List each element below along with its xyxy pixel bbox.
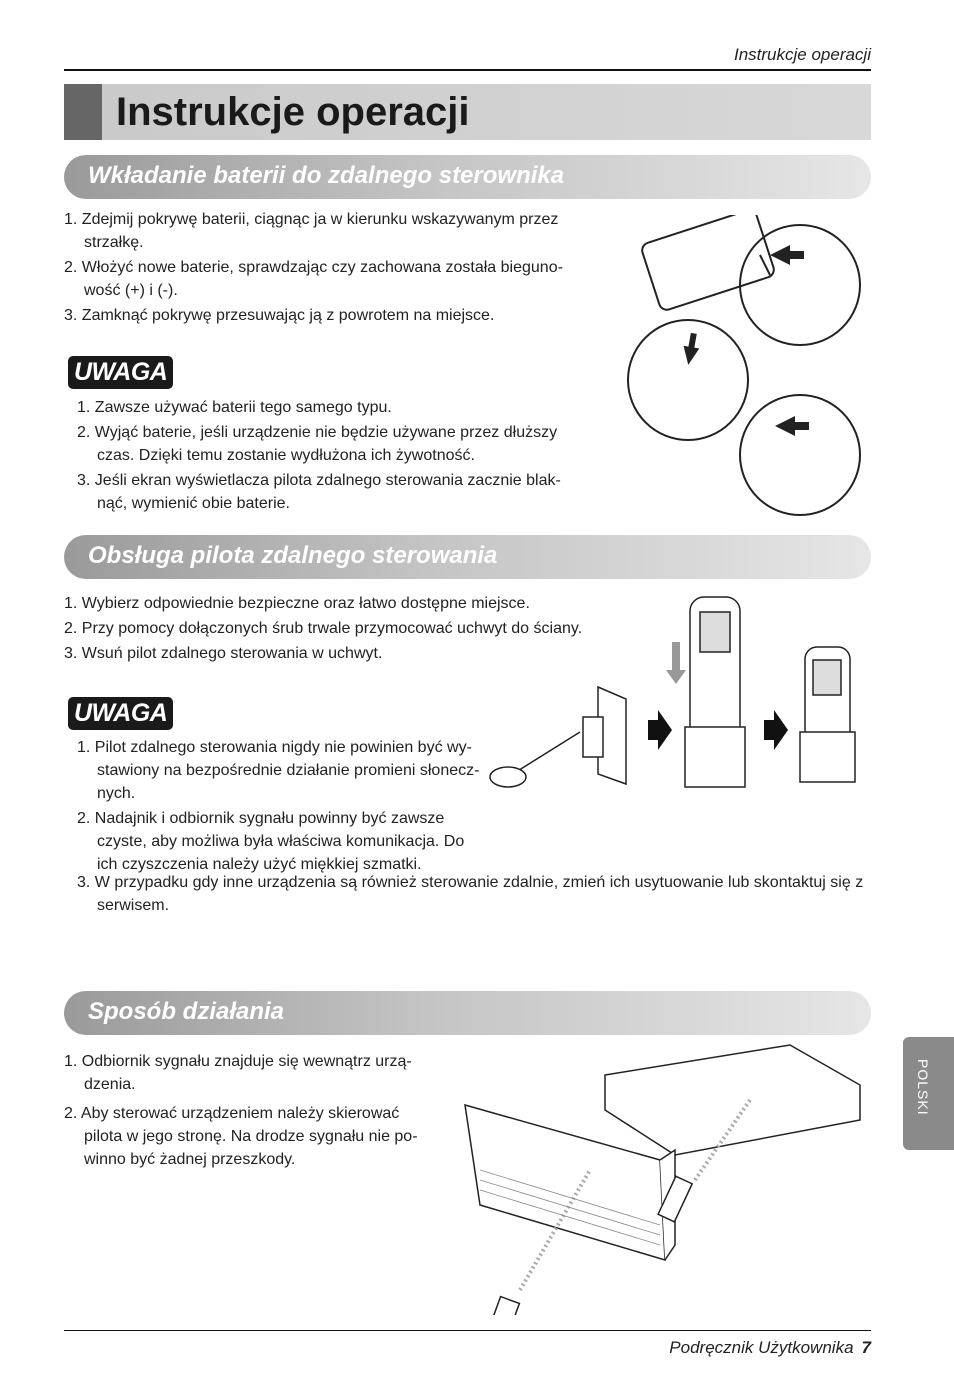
list-item: 2. Włożyć nowe baterie, sprawdzając czy zachowana została bieguno-wość (+) i (-). bbox=[64, 259, 563, 299]
list-item: 1. Zawsze używać baterii tego samego typu. bbox=[77, 399, 392, 416]
warning-badge: UWAGA bbox=[68, 356, 173, 389]
list-item: 3. Wsuń pilot zdalnego sterowania w uchwyt. bbox=[64, 645, 383, 662]
holder-notes bbox=[77, 736, 487, 878]
manual-name: Podręcznik Użytkownika bbox=[669, 1338, 854, 1357]
footer-rule bbox=[64, 1330, 871, 1331]
list-item: 1. Zdejmij pokrywę baterii, ciągnąc ja w kierunku wskazywanym przez strzałkę. bbox=[64, 211, 559, 251]
list-item: 2. Aby sterować urządzeniem należy skierować pilota w jego stronę. Na drodze sygnału nie po-winno być żadnej przeszkody. bbox=[64, 1105, 418, 1168]
battery-steps bbox=[64, 208, 574, 329]
battery-illustration bbox=[620, 215, 865, 525]
list-item: 2. Przy pomocy dołączonych śrub trwale przymocować uchwyt do ściany. bbox=[64, 620, 583, 637]
holder-notes-cont bbox=[77, 871, 877, 919]
warning-badge: UWAGA bbox=[68, 697, 173, 730]
list-item: 2. Wyjąć baterie, jeśli urządzenie nie będzie używane przez dłuższy czas. Dzięki temu zostanie wydłużona ich żywotność. bbox=[77, 424, 558, 464]
battery-notes bbox=[77, 396, 572, 517]
section-header-batteries: Wkładanie baterii do zdalnego sterownika bbox=[64, 155, 871, 199]
list-item: 3. W przypadku gdy inne urządzenia są również sterowanie zdalnie, zmień ich usytuowanie lub skontaktuj się z serwisem. bbox=[77, 874, 864, 914]
section-header-operation: Sposób działania bbox=[64, 991, 871, 1035]
footer bbox=[669, 1338, 871, 1358]
page-title: Instrukcje operacji bbox=[116, 90, 470, 134]
list-item: 1. Odbiornik sygnału znajduje się wewnątrz urzą-dzenia. bbox=[64, 1053, 412, 1093]
language-tab: POLSKI bbox=[903, 1037, 954, 1150]
section-header-remote-usage: Obsługa pilota zdalnego sterowania bbox=[64, 535, 871, 579]
page-title-bar bbox=[64, 84, 871, 140]
list-item: 3. Jeśli ekran wyświetlacza pilota zdalnego sterowania zacznie blak-nąć, wymienić obie baterie. bbox=[77, 472, 561, 512]
remote-holder-illustration bbox=[480, 592, 860, 812]
header-rule bbox=[64, 69, 871, 71]
operation-steps bbox=[64, 1050, 424, 1173]
list-item: 3. Zamknąć pokrywę przesuwając ją z powrotem na miejsce. bbox=[64, 307, 495, 324]
list-item: 1. Pilot zdalnego sterowania nigdy nie powinien być wy-stawiony na bezpośrednie działanie promieni słonecz-nych. bbox=[77, 739, 480, 802]
list-item: 1. Wybierz odpowiednie bezpieczne oraz łatwo dostępne miejsce. bbox=[64, 595, 530, 612]
running-header: Instrukcje operacji bbox=[733, 45, 871, 64]
list-item: 2. Nadajnik i odbiornik sygnału powinny być zawsze czyste, aby możliwa była właściwa komunikacja. Do ich czyszczenia należy użyć miękkiej szmatki. bbox=[77, 810, 465, 873]
page-number: 7 bbox=[861, 1338, 871, 1357]
indoor-unit-illustration bbox=[460, 1040, 865, 1315]
